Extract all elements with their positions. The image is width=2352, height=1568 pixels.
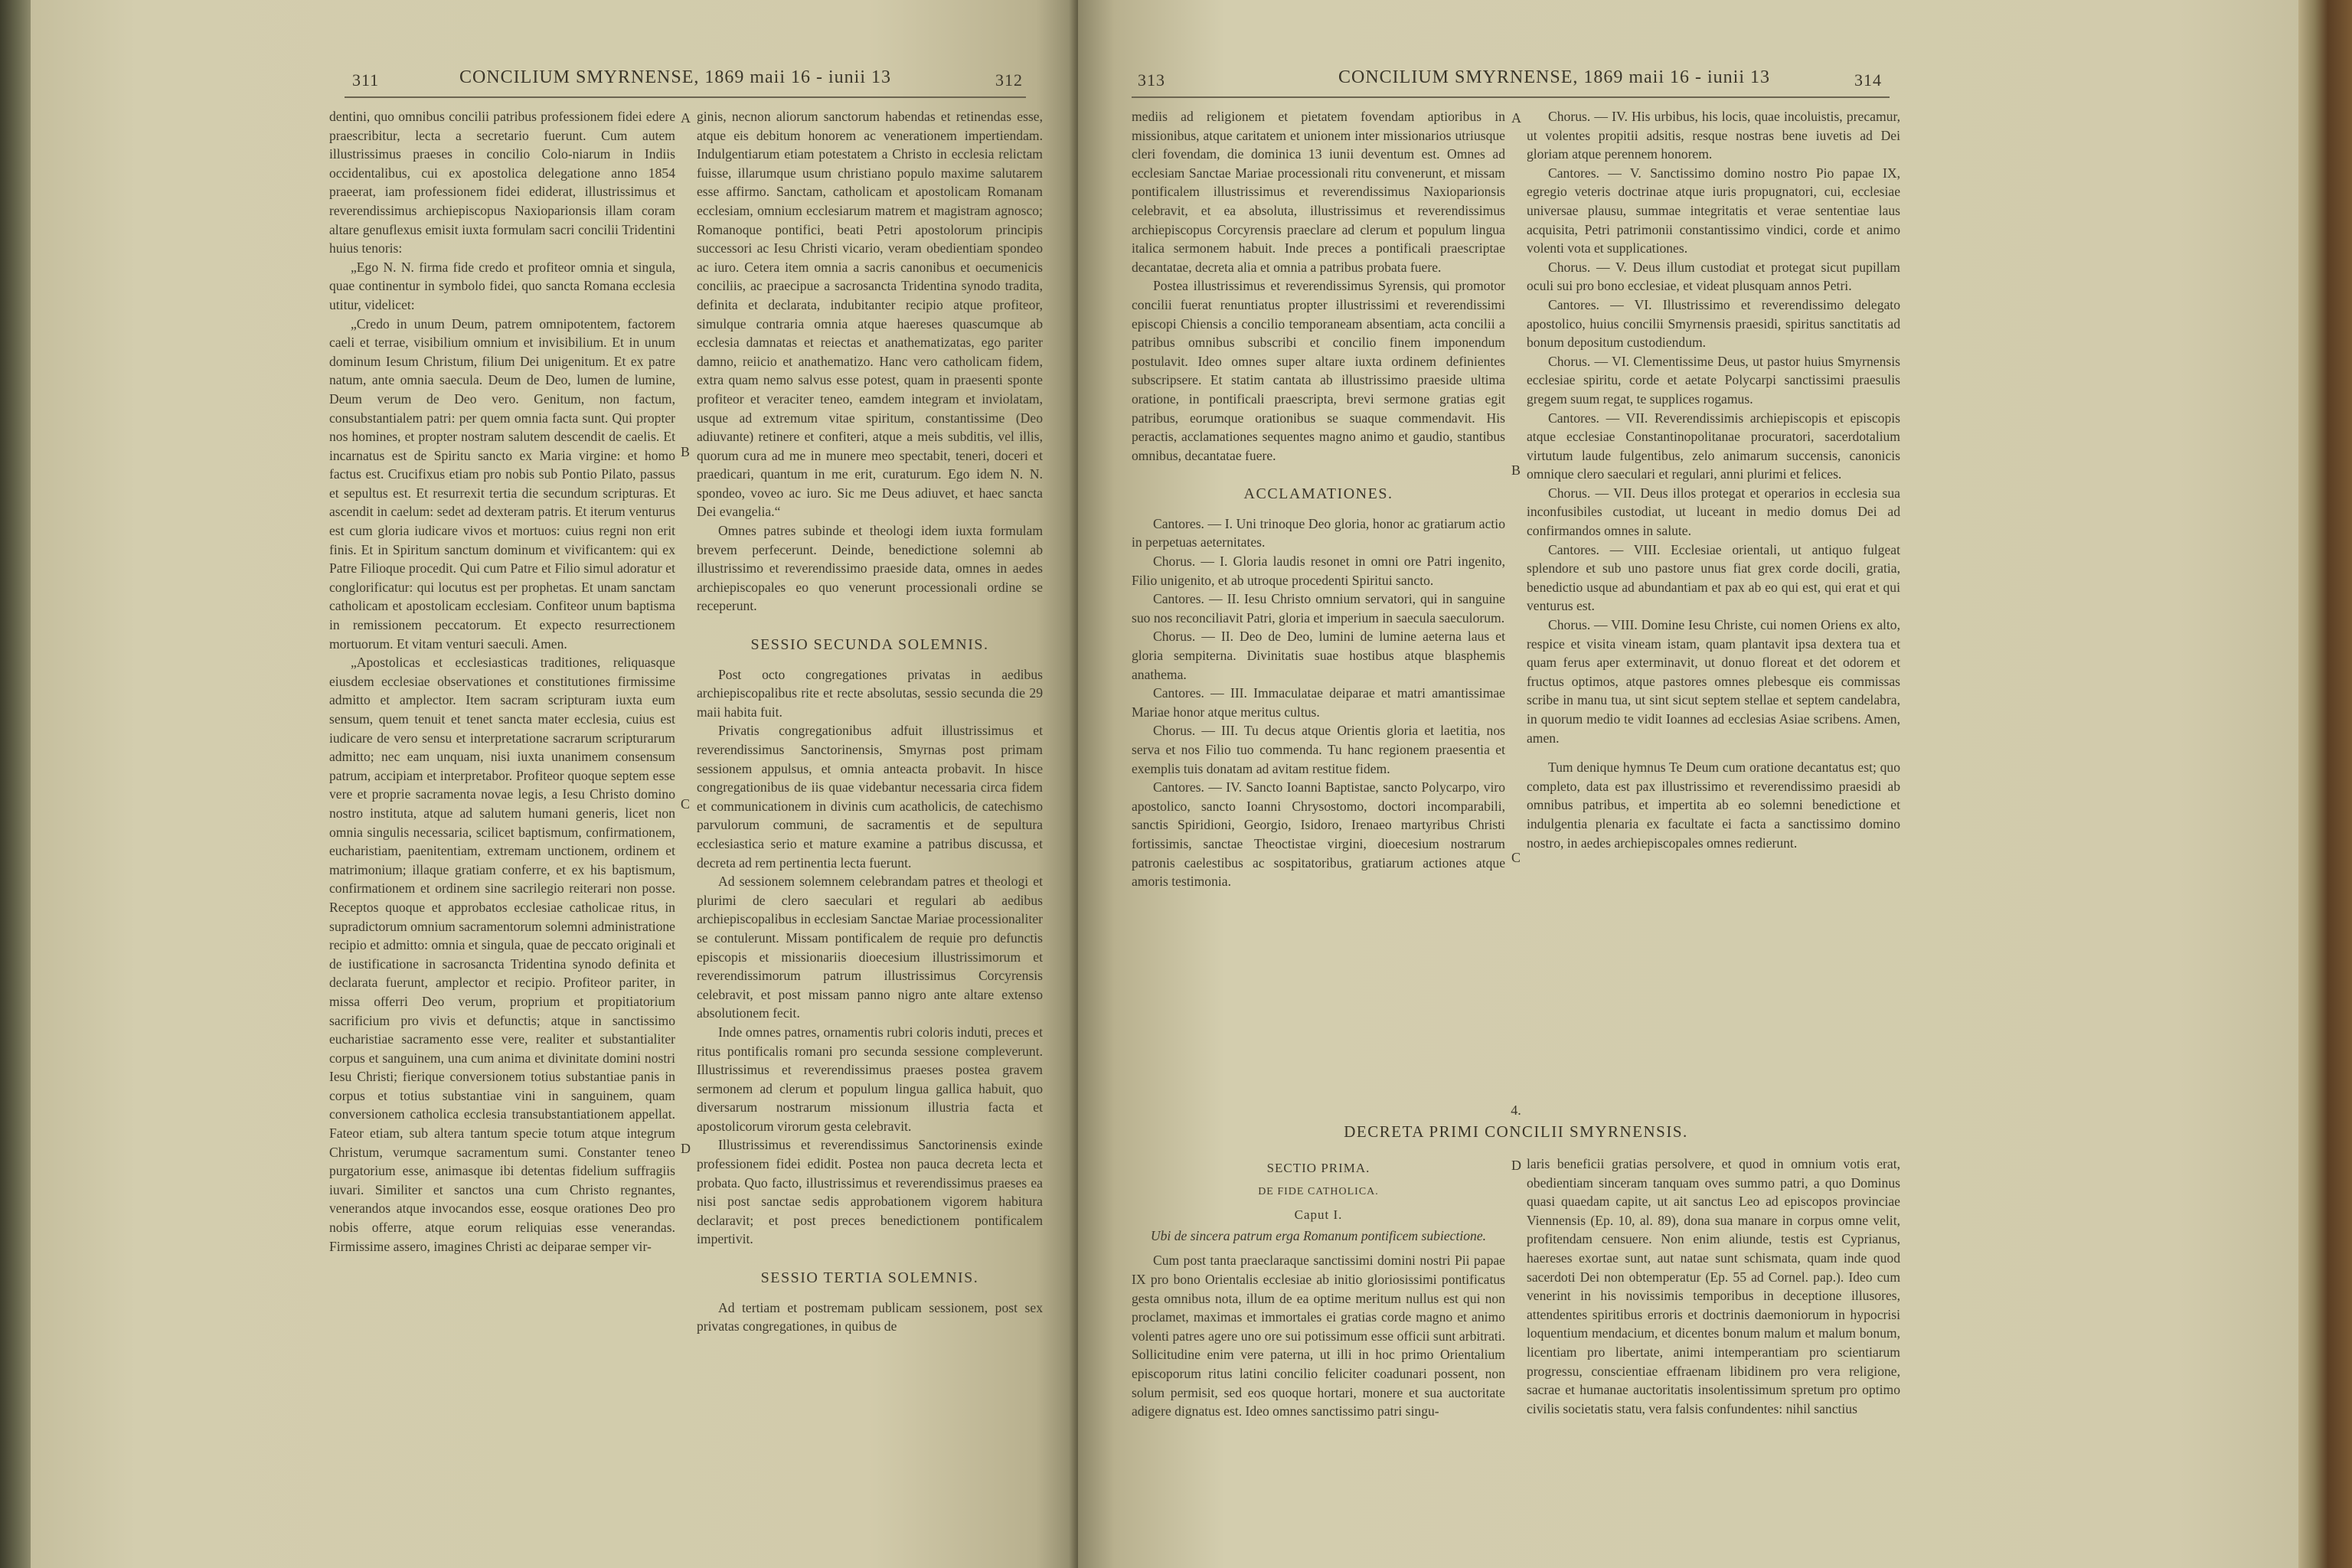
paragraph: Chorus. — V. Deus illum custodiat et protegat sicut pupillam oculi sui pro bono ecclesiae, et videat plusquam annos Petri. [1527, 259, 1900, 294]
paragraph: dentini, quo omnibus concilii patribus professionem fidei edere praescribitur, lecta a secretario fuerunt. Cum autem illustrissimus praeses in concilio Colo-niarum in Indiis occidentalibus, cui ex apostolica delegatione anno 1854 praeerat, iam professionem fidei ediderat, illustrissimus et reverendissimus archiepiscopus Naxioparionsis illam coram altare genuflexus emisit iuxta formulam sacri concilii Tridentini huius tenoris: [329, 109, 675, 256]
paragraph: Cantores. — II. Iesu Christo omnium servatori, qui in sanguine suo nos reconciliavit Patri, gloria et imperium in saecula saeculorum. [1132, 591, 1505, 626]
section-title: DECRETA PRIMI CONCILII SMYRNENSIS. [1344, 1122, 1688, 1141]
section-number: 4. [1511, 1102, 1521, 1118]
margin-letter-d: D [681, 1141, 691, 1156]
page-number-313: 313 [1138, 70, 1165, 90]
paragraph: ginis, necnon aliorum sanctorum habendas et retinendas esse, atque eis debitum honorem ac venerationem impertiendam. Indulgentiarum etiam potestatem a Christo in ecclesia relictam fuisse, illarumque usum christiano populo maxime salutarem esse affirmo. Sanctam, catholicam et apostolicam Romanam ecclesiam, omnium ecclesiarum matrem et magistram agnosco; Romanoque pontifici, beati Petri apostolorum principis successori ac Iesu Christi vicario, veram obedientiam spondeo ac iuro. Cetera item omnia a sacris canonibus et oecumenicis conciliis, ac praecipue a sacrosancta Tridentina synodo tradita, definita et declarata, indubitanter recipio atque profiteor, simulque contraria omnia atque haereses quascumque ab ecclesia damnatas et reiectas et anathematizatas, ego pariter damno, reiicio et anathematizo. Hanc vero catholicam fidem, extra quam nemo salvus esse potest, quam in praesenti sponte profiteor et veraciter teneo, eamdem integram et inviolatam, usque ad extremum vitae spiritum, constantissime (Deo adiuvante) retinere et confiteri, atque a meis subditis, vel illis, quorum cura ad me in munere meo spectabit, teneri, doceri et praedicari, quantum in me erit, curaturum. Ego idem N. N. spondeo, voveo ac iuro. Sic me Deus adiuvet, et haec sancta Dei evangelia.“ [697, 109, 1043, 520]
de-fide-heading: DE FIDE CATHOLICA. [1258, 1185, 1379, 1197]
heading-acclamationes: ACCLAMATIONES. [1243, 485, 1393, 503]
paragraph: Illustrissimus et reverendissimus Sanctorinensis exinde professionem fidei edidit. Postea non pauca decreta lecta et probata. Quo facto, illustrissimus et reverendissimus praeses ea nisi post sanctae sedis approbationem vigorem habitura declaravit; et post preces benedictionem pontificalem impertivit. [697, 1137, 1043, 1247]
left-page [31, 0, 1078, 1568]
paragraph: Cantores. — VIII. Ecclesiae orientali, ut antiquo fulgeat splendore et sub uno pastore unus fiat grex corde docili, gratia, benedictio usque ad abundantiam et pax ab eo qui est, qui erat et qui venturus est. [1527, 541, 1900, 614]
left-running-head [31, 67, 1078, 95]
right-running-title: CONCILIUM SMYRNENSE, 1869 maii 16 - iunii 13 [1338, 67, 1771, 87]
paragraph: Chorus. — VIII. Domine Iesu Christe, cui nomen Oriens ex alto, respice et visita vineam istam, quam plantavit ipsa dextera tua et quam ferus aper exterminavit, ut donuo floreat et det odorem et fructus optimos, atque pastores omnes plebesque eis commissas scribe in manu tua, ut sint sicut septem stellae et septem candelabra, in quorum medio te vidit Ioannes ad ecclesias Asiae scribens. Amen, amen. [1527, 617, 1900, 746]
page-number-311: 311 [352, 70, 380, 90]
right-running-head [1078, 67, 2298, 95]
caput-title: Ubi de sincera patrum erga Romanum pontificem subiectione. [1150, 1227, 1487, 1243]
paragraph: Ad tertiam et postremam publicam sessionem, post sex privatas congregationes, in quibus de [697, 1299, 1043, 1334]
paragraph: Chorus. — III. Tu decus atque Orientis gloria et laetitia, nos serva et nos Filio tuo commenda. Tu hanc regionem praesentia et exemplis tuis donatam ad avitam restitue fidem. [1132, 723, 1505, 776]
right-col-2 [1527, 107, 1900, 852]
paragraph: Privatis congregationibus adfuit illustrissimus et reverendissimus Sanctorinensis, Smyrnas post primam sessionem appulsus, et omnia anteacta probavit. In hisce congregationibus de iis quae videbantur necessaria circa fidem et communicationem in divinis cum acatholicis, de catechismo parvulorum communi, de sacramentis et de sepultura ecclesiastica serio et mature examine a patribus discussa, et decreta ad rem pertinentia lecta fuerunt. [697, 723, 1043, 871]
paragraph: Chorus. — VII. Deus illos protegat et operarios in ecclesia sua inconfusibiles custodiat, ut luceant in medio domus Dei ad confirmandos omnes in salute. [1527, 485, 1900, 539]
paragraph: Cantores. — IV. Sancto Ioanni Baptistae, sancto Polycarpo, viro apostolico, sancto Ioanni Chrysostomo, doctori incomparabili, sanctis Spiridioni, Georgio, Isidoro, Irenaeo martyribus Christi fortissimis, sanctae Theoctistae virgini, dioecesium nostrarum patronis caelestibus ac sospitatoribus, gratiarum actiones atque amoris testimonia. [1132, 779, 1505, 890]
paragraph: Omnes patres subinde et theologi idem iuxta formulam brevem perfecerunt. Deinde, benedictione solemni ab illustrissimo et reverendissimo praeside data, omnes in aedes archiepiscopales eo quo venerunt processionali ordine se receperunt. [697, 523, 1043, 614]
book-edge-right [2298, 0, 2352, 1568]
margin-letter-b: B [681, 444, 691, 459]
margin-letter-b: B [1511, 462, 1521, 478]
left-col-1 [329, 107, 675, 1256]
margin-letter-a: A [1511, 110, 1521, 126]
paragraph: Post octo congregationes privatas in aedibus archiepiscopalibus rite et recte absolutas, sessio secunda die 29 maii habita fuit. [697, 666, 1043, 720]
paragraph: Chorus. — VI. Clementissime Deus, ut pastor huius Smyrnensis ecclesiae spiritu, corde et aetate Polycarpi sanctissimi praesulis gregem suum regat, te supplices rogamus. [1527, 353, 1900, 407]
page-number-312: 312 [995, 70, 1023, 90]
margin-letter-d: D [1511, 1158, 1521, 1173]
paragraph: Cantores. — VI. Illustrissimo et reverendissimo delegato apostolico, huius concilii Smyrnensis praesidi, spiritus sanctitatis ad bonum depositum custodiendum. [1527, 296, 1900, 351]
paragraph: Cantores. — III. Immaculatae deiparae et matri amantissimae Mariae honor atque meritus cultus. [1132, 685, 1505, 720]
left-head-rule [345, 96, 1026, 98]
decreta-col-2 [1527, 1155, 1900, 1418]
margin-letter-c: C [1511, 850, 1521, 865]
paragraph: Inde omnes patres, ornamentis rubri coloris induti, preces et ritus pontificalis romani pro secunda sessione compleverunt. Illustrissimus et reverendissimus praeses postea gravem sermonem ad clerum et populum lingua gallica habuit, quo diversarum nostrarum missionum illustria facta et apostolicorum virorum gesta celebravit. [697, 1024, 1043, 1134]
left-running-title: CONCILIUM SMYRNENSE, 1869 maii 16 - iunii 13 [459, 67, 892, 87]
paragraph: Tum denique hymnus Te Deum cum oratione decantatus est; quo completo, data est pax illustrissimo et reverendissimo praesidi ab omnibus patribus, et impertita ab eo solemni benedictione et indulgentia plenaria ex facultate ei facta a sanctissimo domino nostro, in aedes archiepiscopales omnes redierunt. [1527, 760, 1900, 851]
page-number-314: 314 [1854, 70, 1882, 90]
left-col-2 [697, 107, 1043, 1336]
heading-sessio-tertia: SESSIO TERTIA SOLEMNIS. [760, 1269, 979, 1287]
sectio-prima-heading: SECTIO PRIMA. [1266, 1161, 1370, 1175]
paragraph: Cum post tanta praeclaraque sanctissimi domini nostri Pii papae IX pro bono Orientalis ecclesiae ab initio gloriosissimi pontificatus gesta omnibus nota, illum de ea optime meritum nullus est qui non proclamet, maximas et immortales ei gratias corde magno et animo volenti patres agere uno ore sui potissimum esse officii sunt arbitrati. Sollicitudine enim vere paterna, ut illi in hoc primo Orientalium episcoporum ritus latini concilio feliciter coadunari possent, non solum permisit, sed eos quoque hortari, monere et sua auctoritate adigere dignatus est. Ideo omnes sanctissimo patri singu- [1132, 1253, 1505, 1419]
paragraph: Cantores. — V. Sanctissimo domino nostro Pio papae IX, egregio veteris doctrinae atque iuris propugnatori, cui, ecclesiae universae plausu, summae integritatis et verae sententiae laus acquisita, Petri patrimonii constantissimo vindici, corde et animo volenti vota et supplicationes. [1527, 165, 1900, 256]
paragraph: Cantores. — I. Uni trinoque Deo gloria, honor ac gratiarum actio in perpetuas aeternitates. [1132, 515, 1505, 550]
right-head-rule [1132, 96, 1890, 98]
paragraph: laris beneficii gratias persolvere, et quod in omnium votis erat, obedientiam sinceram tanquam oves summo patri, a quo Dominus quasi quaedam capite, ut ait sanctus Leo ad episcopos provinciae Viennensis (Ep. 10, al. 89), dona sua manare in corpus omne velit, profitendam censuere. Non enim aliunde, testis est Cyprianus, haereses exortae sunt, aut natae sunt schismata, quam inde quod sacerdoti Dei non obtemperatur (Ep. 55 ad Cornel. pap.). Ideo cum venerint in his novissimis temporibus in deceptione illusores, attendentes spiritibus erroris et doctrinis daemoniorum in hypocrisi loquentium mendacium, et dicentes bonum malum et malum bonum, licentiam pro libertate, animi intemperantiam pro scientiarum progressu, conscientiae effraenam libidinem pro vera religione, sacrae et humanae auctoritatis insolentissimum spretum pro optimo civilis societatis statu, vera falsis confundentes: nihil sanctius [1527, 1156, 1900, 1416]
paragraph: „Apostolicas et ecclesiasticas traditiones, reliquasque eiusdem ecclesiae observationes et constitutiones firmissime admitto et amplector. Item sacram scripturam iuxta eum sensum, quem tenuit et tenet sancta mater ecclesia, cuius est iudicare de vero sensu et interpretatione sacrarum scripturarum admitto; nec eam unquam, nisi iuxta unanimem consensum patrum, accipiam et interpretabor. Profiteor quoque septem esse vere et proprie sacramenta novae legis, a Iesu Christo domino nostro instituta, atque ad salutem humani generis, licet non omnia singulis necessaria, scilicet baptismum, confirmationem, eucharistiam, paenitentiam, extremam unctionem, ordinem et matrimonium; illaque gratiam conferre, et ex his baptismum, confirmationem et ordinem sine sacrilegio reiterari non posse. Receptos quoque et approbatos ecclesiae catholicae ritus, in supradictorum omnium sacramentorum solemni administratione recipio et admitto: omnia et singula, quae de peccato originali et de iustificatione in sacrosancta Tridentina synodo definita et declarata fuerunt, amplector et recipio. Profiteor pariter, in missa offerri Deo verum, proprium et propitiatorium sacrificium pro vivis et defunctis; atque in sanctissimo eucharistiae sacramento esse vere, realiter et substantialiter corpus et sanguinem, una cum anima et divinitate domini nostri Iesu Christi; fierique conversionem totius substantiae panis in corpus et totius substantiae vini in sanguinem, quam conversionem catholica ecclesia transubstantiationem appellat. Fateor etiam, sub altera tantum specie totum atque integrum Christum, verumque sacramentum sumi. Constanter teneo purgatorium esse, animasque ibi detentas fidelium suffragiis iuvari. Similiter et sanctos una cum Christo regnantes, venerandos atque invocandos esse, eosque orationes Deo pro nobis offerre, atque eorum reliquias esse venerandas. Firmissime assero, imagines Christi ac deiparae semper vir- [329, 655, 675, 1254]
right-col-1 [1132, 107, 1505, 891]
paragraph: Ad sessionem solemnem celebrandam patres et theologi et plurimi de clero saeculari et regulari ab aedibus archiepiscopalibus in ecclesiam Sanctae Mariae processionaliter se contulerunt. Missam pontificalem de requie pro defunctis episcopis et missionariis dioecesium illustrissimorum et reverendissimorum patrum illustrissimus Corcyrensis celebravit, et post missam panno nigro ante altare extenso absolutionem fecit. [697, 874, 1043, 1021]
paragraph: „Ego N. N. firma fide credo et profiteor omnia et singula, quae continentur in symbolo fidei, quo sancta Romana ecclesia utitur, videlicet: [329, 259, 675, 312]
decreta-col-1 [1132, 1155, 1505, 1421]
paragraph: mediis ad religionem et pietatem fovendam aptioribus in missionibus, atque caritatem et unionem inter missionarios utriusque cleri fovendam, die dominica 13 iunii deventum est. Omnes ad ecclesiam Sanctae Mariae processionali ritu convenerunt, et missam pontificalem illustrissimus et reverendissimus Naxioparionsis celebravit, et ea absoluta, illustrissimus et reverendissimus archiepiscopus Corcyrensis praeclare ad clerum et populum lingua italica sermonem habuit. Inde preces a pontificali praescriptae decantatae, decreta alia et omnia a patribus probata fuere. [1132, 109, 1505, 275]
heading-sessio-secunda: SESSIO SECUNDA SOLEMNIS. [750, 636, 989, 654]
paragraph: Chorus. — II. Deo de Deo, lumini de lumine aeterna laus et gloria sempiterna. Divinitatis suae hostibus atque blasphemis anathema. [1132, 629, 1505, 682]
margin-letter-a: A [681, 110, 691, 126]
caput-heading: Caput I. [1294, 1207, 1343, 1223]
paragraph: Chorus. — I. Gloria laudis resonet in omni ore Patri ingenito, Filio unigenito, et ab utroque procedenti Spiritui sancto. [1132, 554, 1505, 588]
paragraph: Chorus. — IV. His urbibus, his locis, quae incoluistis, precamur, ut volentes propitii adsitis, resque nostras bene iuvetis ad Dei gloriam atque perennem honorem. [1527, 109, 1900, 162]
paragraph: Postea illustrissimus et reverendissimus Syrensis, qui promotor concilii fuerat renuntiatus propter illustrissimi et reverendissimi episcopi Chiensis a concilio temporaneam absentiam, acta concilii a patribus omnibus subscribi et concilio finem imponendum postulavit. Ideo omnes super altare iuxta ordinem definientes subscripsere. Et statim cantata ab illustrissimo praeside ultima oratione, in pontificali praescripta, brevi sermone gratias egit patribus, eorumque orationibus se suaque commendavit. His peractis, acclamationes sequentes magno animo et gaudio, stantibus omnibus, decantatae fuere. [1132, 278, 1505, 463]
book-edge-left [0, 0, 31, 1568]
margin-letter-c: C [681, 796, 691, 812]
paragraph: „Credo in unum Deum, patrem omnipotentem, factorem caeli et terrae, visibilium omnium et invisibilium. Et in unum dominum Iesum Christum, filium Dei unigenitum. Et ex patre natum, ante omnia saecula. Deum de Deo, lumen de lumine, Deum verum de Deo vero. Genitum, non factum, consubstantialem patri: per quem omnia facta sunt. Qui propter nos homines, et propter nostram salutem descendit de caelis. Et incarnatus est de Spiritu sancto ex Maria virgine: et homo factus est. Crucifixus etiam pro nobis sub Pontio Pilato, passus et sepultus est. Et resurrexit tertia die secundum scripturas. Et ascendit in caelum: sedet ad dexteram patris. Et iterum venturus est cum gloria iudicare vivos et mortuos: cuius regni non erit finis. Et in Spiritum sanctum dominum et vivificantem: qui ex Patre Filioque procedit. Qui cum Patre et Filio simul adoratur et conglorificatur: qui locutus est per prophetas. Et unam sanctam catholicam et apostolicam ecclesiam. Confiteor unum baptisma in remissionem peccatorum. Et expecto resurrectionem mortuorum. Et vitam venturi saeculi. Amen. [329, 315, 675, 652]
right-page [1078, 0, 2298, 1568]
paragraph: Cantores. — VII. Reverendissimis archiepiscopis et episcopis atque ecclesiae Constantinopolitanae procuratori, sacerdotalium virtutum laude fulgentibus, zelo animarum succensis, canonicis omnique clero saeculari et regulari, anni plurimi et felices. [1527, 410, 1900, 482]
